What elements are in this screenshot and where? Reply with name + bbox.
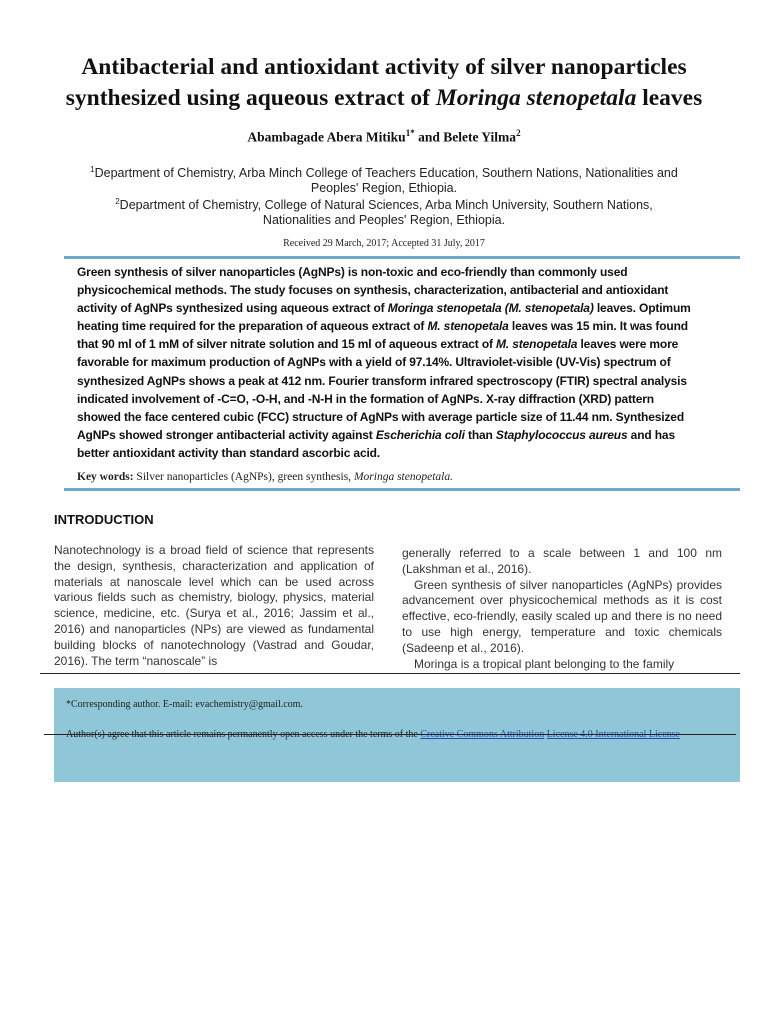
paragraph: Moringa is a tropical plant belonging to the family [414, 656, 675, 671]
abstract-italic: M. stenopetala [427, 319, 509, 334]
affiliation-1 [80, 162, 688, 196]
affiliation-2 [80, 194, 688, 228]
author-2: and Belete Yilma [418, 129, 517, 145]
abstract [77, 263, 699, 462]
paragraph: generally referred to a scale between 1 and 100 nm (Lakshman et al., 2016). [402, 546, 722, 576]
keywords [77, 471, 717, 483]
affiliation-1-text: Department of Chemistry, Arba Minch College of Teachers Education, Southern Nations, Nationalities and Peoples' Region, Ethiopia. [94, 166, 678, 196]
abstract-italic: Staphylococcus aureus [495, 427, 628, 442]
body-column-right [402, 546, 722, 672]
keywords-label: Key words: [77, 471, 134, 483]
paper-title [30, 52, 738, 114]
abstract-bottom-rule [64, 488, 740, 491]
title-species: Moringa stenopetala [435, 85, 637, 111]
abstract-text: and has better antioxidant activity than standard ascorbic acid. [77, 427, 675, 460]
divider-line [40, 673, 740, 674]
affiliation-2-sup: 2 [115, 197, 120, 206]
title-text-end: leaves [642, 85, 703, 111]
author-list [0, 128, 768, 146]
paragraph: Green synthesis of silver nanoparticles (AgNPs) provides advancement over physicochemical methods as it is cost effective, eco-friendly, easily scaled up and there is no need to use high energy, temperature and toxic chemicals (Sadeenp et al., 2016). [402, 577, 722, 655]
paragraph: Nanotechnology is a broad field of science that represents the design, synthesis, characterization and application of materials at nanoscale level which can be used across various fields such as chemistry, biology, physics, material science, medicine, etc. (Surya et al., 2016; Jassim et al., 2016) and nanoparticles (NPs) are viewed as fundamental building blocks of nanotechnology (Vastrad and Goudar, 2016). The term “nanoscale” is [54, 543, 374, 668]
abstract-text: than [464, 427, 496, 442]
title-text: Antibacterial and antioxidant activity of silver nanoparticles synthesized using aqueous extract of [65, 54, 687, 111]
abstract-text: Green synthesis of silver nanoparticles (AgNPs) is non-toxic and eco-friendly than commonly used physicochemical methods. The study focuses on synthesis, characterization, antibacterial and antioxidant activity of AgNPs synthesized using aqueous extract of [77, 265, 669, 316]
abstract-top-rule [64, 256, 740, 259]
abstract-italic: M. stenopetala [496, 337, 578, 352]
abstract-text: leaves. Optimum heating time required for the preparation of aqueous extract of [77, 301, 691, 334]
affiliation-1-sup: 1 [90, 165, 95, 174]
strike-line [44, 734, 736, 735]
keywords-italic: Moringa stenopetala. [353, 471, 453, 483]
introduction-heading: INTRODUCTION [54, 512, 154, 527]
affiliation-2-text: Department of Chemistry, College of Natural Sciences, Arba Minch University, Southern Nations, Nationalities and Peoples' Region, Ethiopia. [119, 198, 653, 228]
author-1-sup: 1* [405, 128, 415, 138]
abstract-italic: Moringa stenopetala (M. stenopetala) [387, 301, 594, 316]
abstract-text: leaves were more favorable for maximum production of AgNPs with a yield of 97.14%. Ultraviolet-visible (UV-Vis) spectrum of synthesized AgNPs shows a peak at 412 nm. Fourier transform infrared spectroscopy (FTIR) spectral analysis indicated involvement of -C=O, -O-H, and -N-H in the formation of AgNPs. X-ray diffraction (XRD) pattern showed the face centered cubic (FCC) structure of AgNPs with average particle size of 11.44 nm. Synthesized AgNPs showed stronger antibacterial activity against [77, 337, 687, 442]
keywords-text: Silver nanoparticles (AgNPs), green synthesis, [133, 471, 354, 483]
received-date: Received 29 March, 2017; Accepted 31 July, 2017 [283, 238, 485, 249]
author-2-sup: 2 [516, 128, 521, 138]
author-1: Abambagade Abera Mitiku [247, 129, 406, 145]
abstract-italic: Escherichia coli [375, 427, 465, 442]
abstract-text: leaves was 15 min. It was found that 90 ml of 1 mM of silver nitrate solution and 15 ml of aqueous extract of [77, 319, 688, 352]
body-column-left [54, 543, 374, 669]
corresponding-author: *Corresponding author. E-mail: evachemistry@gmail.com. [66, 699, 303, 710]
